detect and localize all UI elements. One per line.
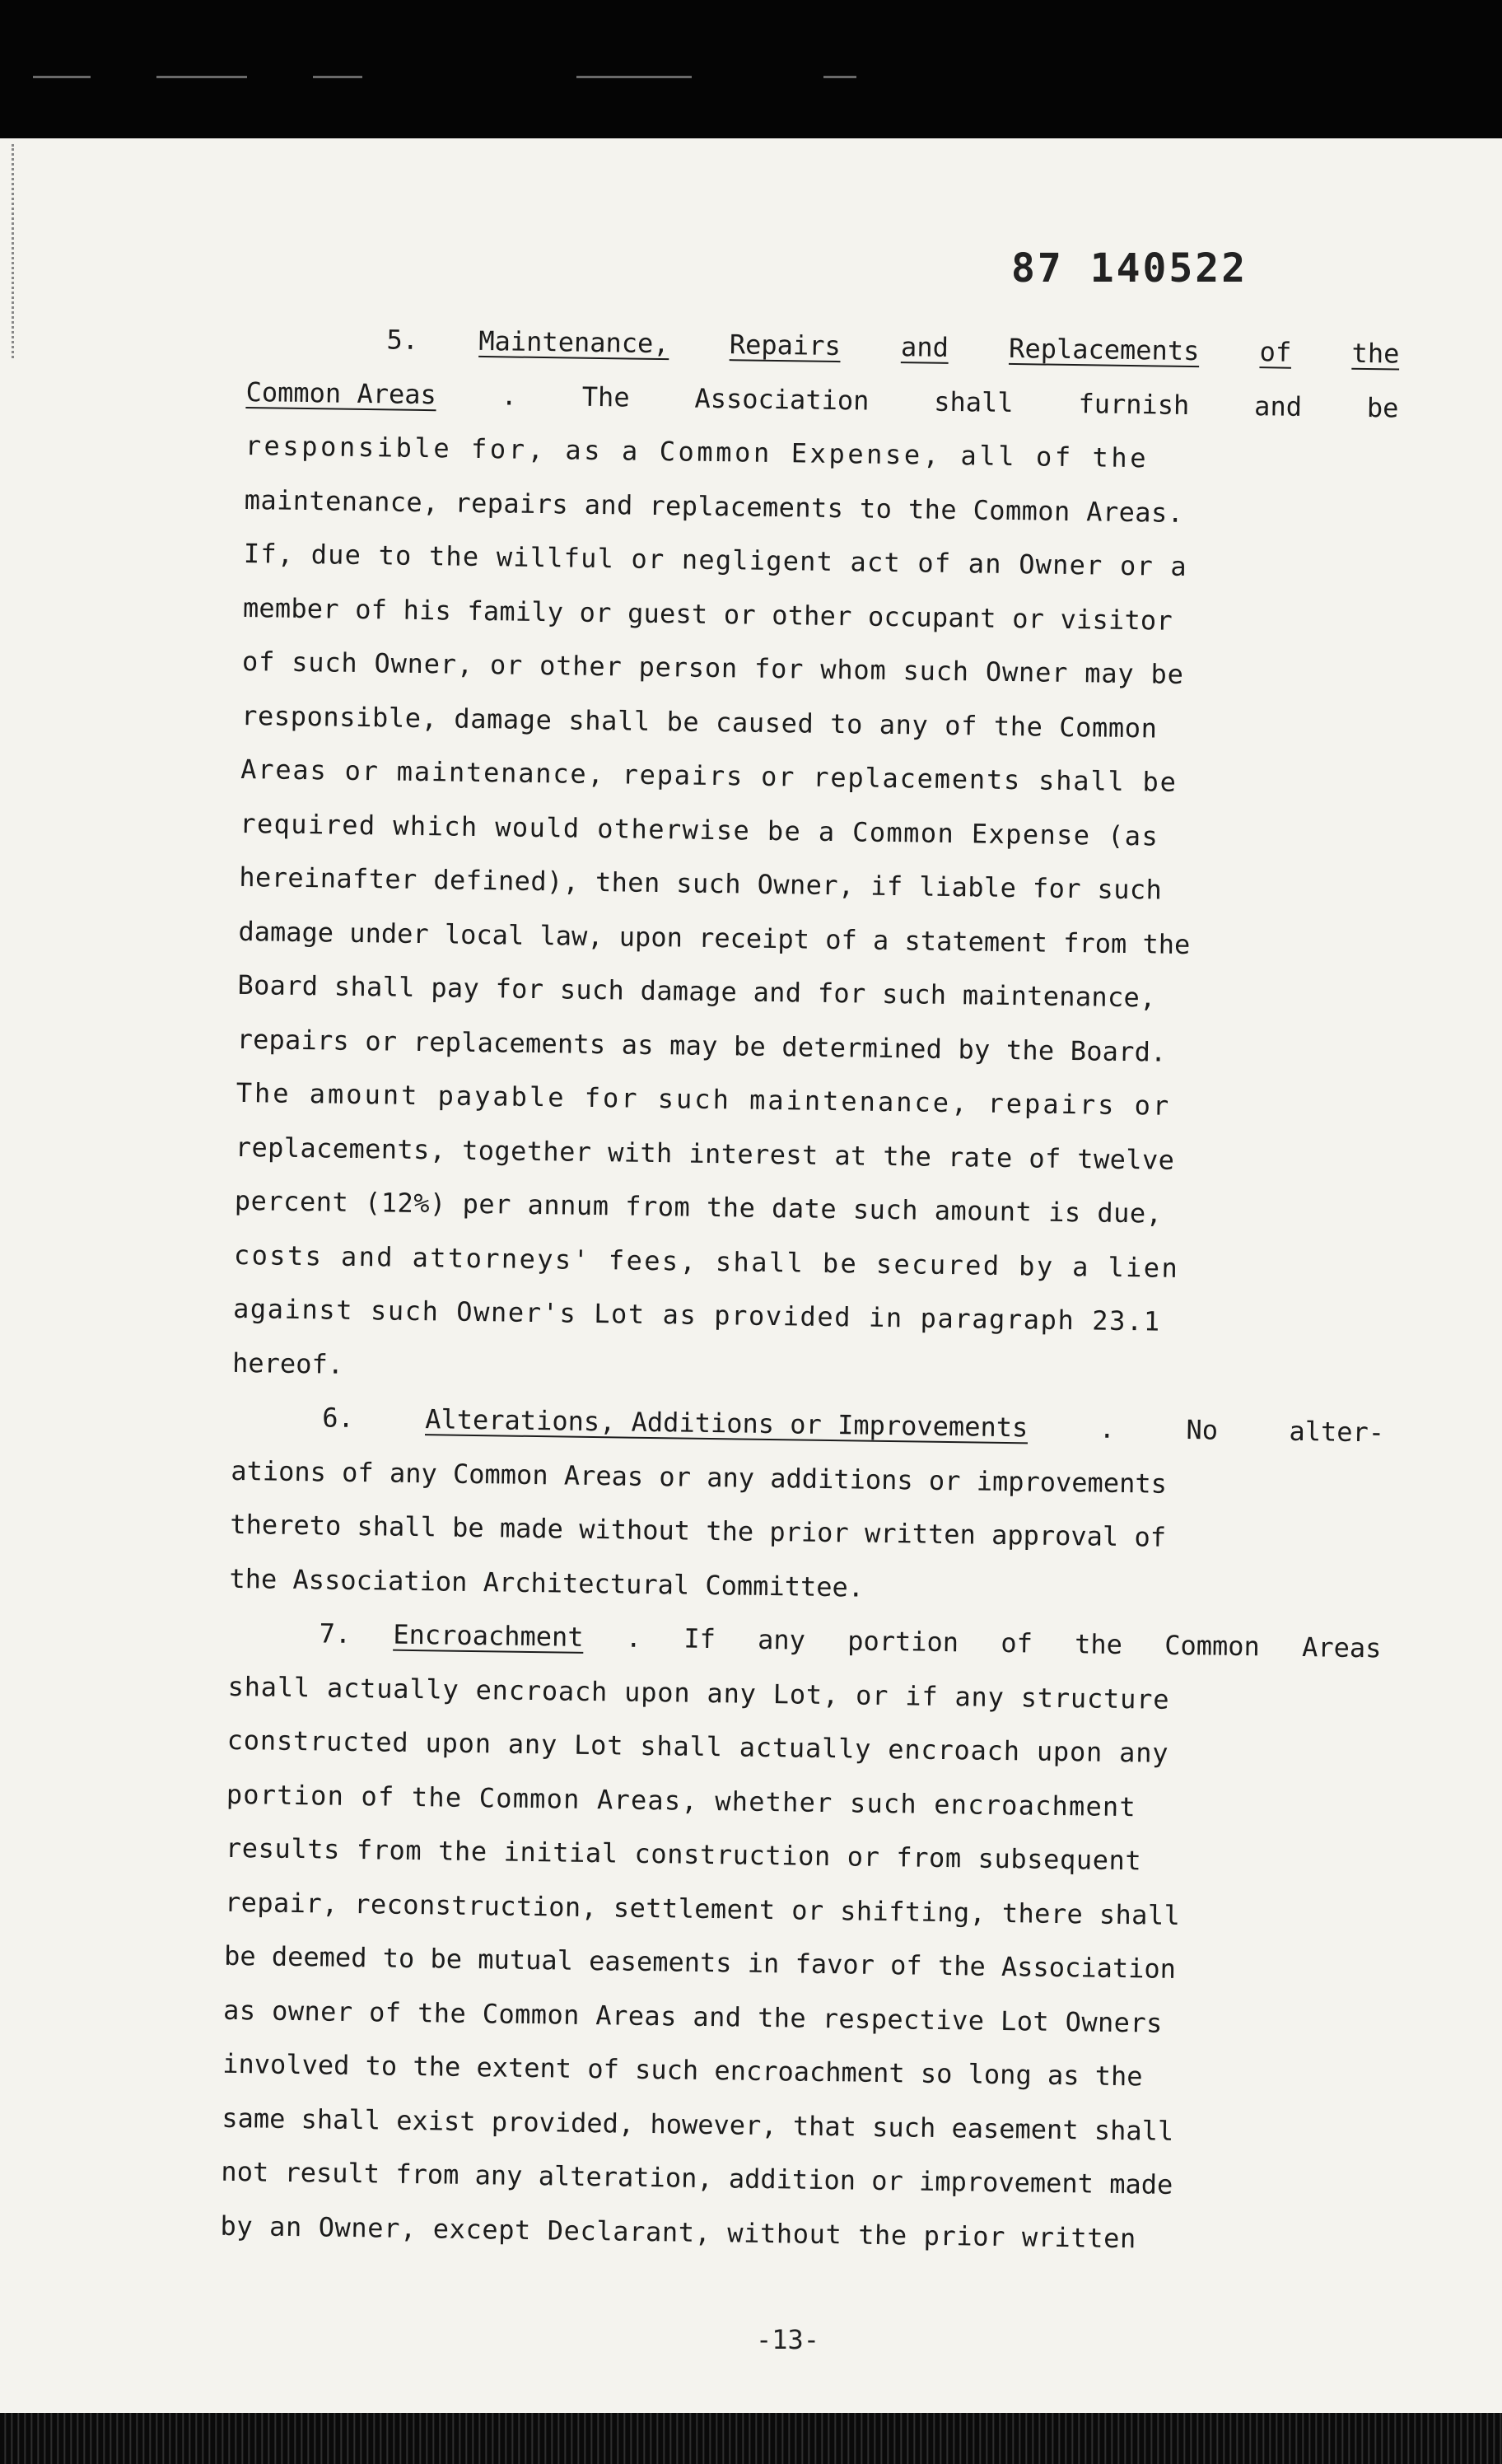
text-line: shall actually encroach upon any Lot, or if any structure [227, 1670, 1170, 1715]
text-line: ations of any Common Areas or any additions or improvements [231, 1454, 1168, 1500]
text-line: responsible, damage shall be caused to any of the Common [240, 699, 1158, 744]
text-line: hereof. [231, 1346, 344, 1380]
section-5-number: 5. [386, 324, 419, 356]
text-line: as owner of the Common Areas and the respective Lot Owners [222, 1994, 1163, 2039]
text-line: involved to the extent of such encroachment so long as the [222, 2047, 1143, 2093]
section-5-heading-word: Repairs [729, 329, 842, 362]
scan-artifact [33, 76, 91, 78]
period: . [625, 1622, 642, 1654]
text-line: maintenance, repairs and replacements to the Common Areas. [244, 483, 1184, 529]
text-line: Board shall pay for such damage and for such maintenance, [237, 968, 1156, 1014]
word: be [1366, 391, 1399, 424]
text-line: hereinafter defined), then such Owner, if liable for such [239, 861, 1163, 906]
text-line: repair, reconstruction, settlement or shifting, there shall [224, 1886, 1181, 1931]
text-line: The amount payable for such maintenance, repairs or [236, 1076, 1172, 1122]
section-5-heading-word: the [1351, 337, 1400, 370]
text-line: If, due to the willful or negligent act of an Owner or a [243, 537, 1188, 582]
text-line: thereto shall be made without the prior written approval of [230, 1508, 1167, 1553]
period: . [1099, 1412, 1116, 1444]
text-line: not result from any alteration, addition or improvement made [221, 2155, 1173, 2200]
document-number: 87 140522 [1011, 245, 1248, 292]
section-6-heading: Alterations, Additions or Improvements [424, 1403, 1029, 1444]
document-body [220, 311, 1400, 2269]
word: Common [1164, 1629, 1261, 1663]
section-5-heading-word: and [900, 331, 949, 363]
section-5-heading-word: of [1259, 336, 1292, 368]
word: If [683, 1622, 716, 1655]
scan-artifact [576, 76, 692, 78]
scan-top-border [0, 0, 1502, 138]
text-line: damage under local law, upon receipt of a statement from the [238, 915, 1191, 960]
text-line: same shall exist provided, however, that such easement shall [222, 2102, 1174, 2147]
text-line: repairs or replacements as may be determined by the Board. [236, 1023, 1167, 1068]
word: Areas [1301, 1631, 1382, 1664]
section-7-number: 7. [319, 1617, 352, 1650]
scan-artifact [313, 76, 362, 78]
text-line: portion of the Common Areas, whether such encroachment [226, 1778, 1137, 1822]
text-line: percent (12%) per annum from the date such amount is due, [234, 1184, 1163, 1230]
section-6-number: 6. [321, 1402, 355, 1434]
word: The [581, 380, 630, 413]
section-7-heading: Encroachment [393, 1618, 584, 1653]
text-line: costs and attorneys' fees, shall be secured by a lien [233, 1239, 1180, 1284]
text-line: of such Owner, or other person for whom such Owner may be [241, 645, 1184, 690]
word: portion [847, 1625, 959, 1659]
text-line: replacements, together with interest at the rate of twelve [235, 1131, 1175, 1176]
word: of [1001, 1626, 1033, 1659]
page-number: -13- [756, 2324, 820, 2355]
word: any [757, 1623, 806, 1656]
word: the [1074, 1628, 1123, 1660]
text-line: be deemed to be mutual easements in favor of the Association [223, 1939, 1177, 1985]
scan-edge-artifact [12, 144, 17, 358]
text-line: Areas or maintenance, repairs or replacements shall be [240, 753, 1178, 798]
word: Association [694, 382, 870, 417]
text-line: by an Owner, except Declarant, without the prior written [220, 2210, 1137, 2254]
text-line: member of his family or guest or other occupant or visitor [242, 591, 1173, 637]
word: and [1253, 390, 1303, 422]
period: . [501, 379, 518, 412]
section-5-heading-part-2: Common Areas [245, 376, 437, 410]
word: shall [934, 385, 1014, 418]
scan-bottom-border [0, 2413, 1502, 2464]
text-line: against such Owner's Lot as provided in paragraph 23.1 [232, 1292, 1161, 1337]
scan-artifact [156, 76, 247, 78]
text-line: results from the initial construction or from subsequent [225, 1832, 1142, 1877]
text-line: responsible for, as a Common Expense, all of the [245, 429, 1150, 474]
text-line: constructed upon any Lot shall actually encroach upon any [226, 1724, 1169, 1769]
word: alter- [1289, 1415, 1385, 1449]
word: furnish [1078, 387, 1190, 421]
text-line: the Association Architectural Committee. [229, 1562, 865, 1603]
section-5-heading-part-1: Maintenance, [478, 324, 669, 360]
scan-artifact [823, 76, 856, 78]
text-line: required which would otherwise be a Common Expense (as [240, 807, 1159, 852]
section-5-heading-word: Replacements [1008, 332, 1200, 367]
word: No [1186, 1414, 1219, 1446]
